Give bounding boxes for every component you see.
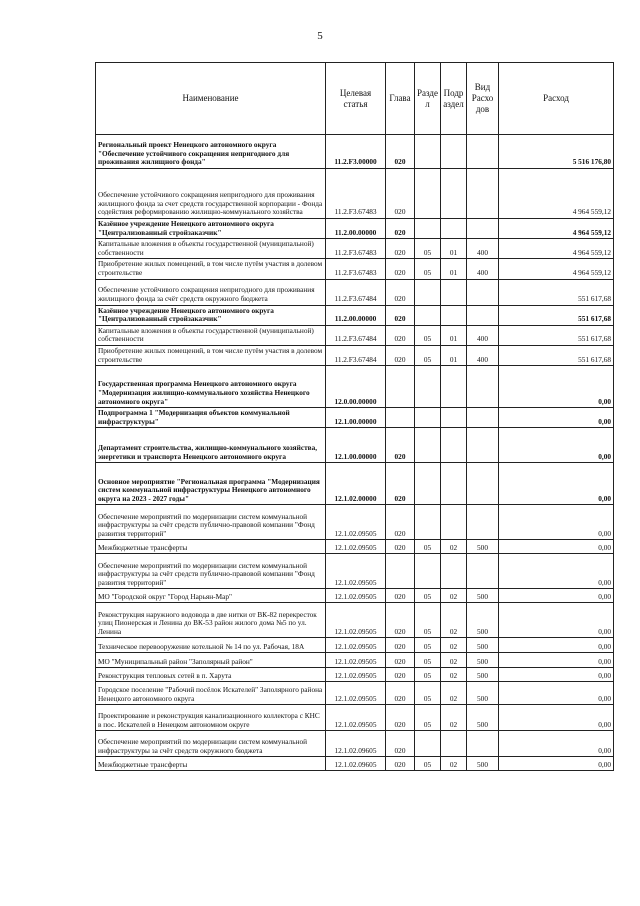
row-name: Капитальные вложения в объекты государственной (муниципальной) собственности [96,325,326,345]
row-section: 05 [415,757,441,771]
row-name: Государственная программа Ненецкого автономного округа "Модернизация жилищно-коммунального хозяйства Ненецкого автономного округа" [96,366,326,408]
row-amount: 0,00 [499,668,614,682]
row-target: 11.2.F3.67483 [326,259,386,279]
row-subsection: 02 [441,653,467,668]
table-row [96,408,614,428]
row-target: 12.1.00.00000 [326,428,386,463]
row-name: Приобретение жилых помещений, в том числе путём участия в долевом строительстве [96,259,326,279]
row-target: 11.2.F3.00000 [326,135,386,169]
row-type: 500 [467,757,499,771]
page-number: 5 [317,30,323,42]
row-chapter: 020 [386,505,415,540]
row-type [467,219,499,239]
row-target: 12.1.02.09605 [326,731,386,757]
row-section: 05 [415,345,441,365]
table-row [96,540,614,554]
row-subsection: 02 [441,668,467,682]
row-amount: 0,00 [499,540,614,554]
row-target: 12.0.00.00000 [326,366,386,408]
row-name: Обеспечение устойчивого сокращения непригодного для проживания жилищного фонда за счет средств государственной корпорации - Фонда содействия реформированию жилищно-коммунального хозяйства [96,169,326,219]
row-subsection [441,463,467,505]
header-type: Вид Расхо дов [467,63,499,135]
row-name: Казённое учреждение Ненецкого автономного округа "Централизованный стройзаказчик" [96,305,326,325]
row-subsection [441,554,467,589]
row-amount: 0,00 [499,682,614,705]
row-amount: 551 617,68 [499,305,614,325]
row-amount: 4 964 559,12 [499,169,614,219]
row-name: Межбюджетные трансферты [96,540,326,554]
row-type: 500 [467,540,499,554]
row-subsection [441,366,467,408]
row-amount: 0,00 [499,408,614,428]
row-target: 12.1.02.09505 [326,603,386,638]
row-subsection: 02 [441,682,467,705]
table-row [96,463,614,505]
row-amount: 0,00 [499,603,614,638]
table-row [96,325,614,345]
row-amount: 4 964 559,12 [499,259,614,279]
row-type: 500 [467,705,499,731]
row-section [415,554,441,589]
row-target: 11.2.F3.67483 [326,169,386,219]
row-name: Реконструкция тепловых сетей в п. Харута [96,668,326,682]
row-subsection [441,135,467,169]
row-amount: 551 617,68 [499,325,614,345]
row-type [467,408,499,428]
row-name: Обеспечение мероприятий по модернизации систем коммунальной инфраструктуры за счёт средств публично-правовой компании "Фонд развития территорий" [96,505,326,540]
header-target: Целевая статья [326,63,386,135]
table-row [96,279,614,305]
table-row [96,589,614,603]
row-section: 05 [415,259,441,279]
table-row [96,169,614,219]
table-row [96,603,614,638]
row-target: 12.1.02.09505 [326,668,386,682]
row-name: Департамент строительства, жилищно-коммунального хозяйства, энергетики и транспорта Ненецкого автономного округа [96,428,326,463]
row-section [415,305,441,325]
row-name: Приобретение жилых помещений, в том числе путём участия в долевом строительстве [96,345,326,365]
row-name: Реконструкция наружного водовода в две нитки от ВК-82 перекресток улиц Пионерская и Ленина до ВК-53 район жилого дома №5 по ул. Ленина [96,603,326,638]
row-type: 500 [467,682,499,705]
row-name: Подпрограмма 1 "Модернизация объектов коммунальной инфраструктуры" [96,408,326,428]
row-chapter: 020 [386,757,415,771]
row-subsection [441,169,467,219]
row-chapter: 020 [386,731,415,757]
row-name: Капитальные вложения в объекты государственной (муниципальной) собственности [96,239,326,259]
row-type: 400 [467,325,499,345]
row-subsection: 02 [441,705,467,731]
row-amount: 4 964 559,12 [499,219,614,239]
row-amount: 0,00 [499,757,614,771]
row-name: Межбюджетные трансферты [96,757,326,771]
row-target: 12.1.02.09605 [326,757,386,771]
row-subsection: 02 [441,603,467,638]
row-target: 12.1.02.09505 [326,653,386,668]
table-row [96,682,614,705]
table-row [96,366,614,408]
row-name: Обеспечение мероприятий по модернизации систем коммунальной инфраструктуры за счёт средств публично-правовой компании "Фонд развития территорий" [96,554,326,589]
row-chapter: 020 [386,305,415,325]
row-section: 05 [415,668,441,682]
row-target: 11.2.F3.67484 [326,345,386,365]
row-subsection [441,219,467,239]
row-amount: 551 617,68 [499,279,614,305]
row-chapter: 020 [386,279,415,305]
row-subsection [441,505,467,540]
row-amount: 0,00 [499,366,614,408]
row-type [467,428,499,463]
header-section: Разде л [415,63,441,135]
row-section [415,408,441,428]
row-chapter: 020 [386,668,415,682]
table-row [96,219,614,239]
row-name: Обеспечение мероприятий по модернизации систем коммунальной инфраструктуры за счёт средств окружного бюджета [96,731,326,757]
row-target: 11.2.F3.67483 [326,239,386,259]
row-target: 12.1.02.09505 [326,589,386,603]
row-type: 500 [467,668,499,682]
row-chapter: 020 [386,259,415,279]
row-chapter: 020 [386,603,415,638]
row-chapter: 020 [386,540,415,554]
row-subsection: 02 [441,540,467,554]
row-subsection: 02 [441,638,467,653]
table-row [96,731,614,757]
row-chapter: 020 [386,589,415,603]
row-section [415,219,441,239]
row-type: 500 [467,589,499,603]
row-amount: 0,00 [499,653,614,668]
row-type [467,731,499,757]
table-row [96,259,614,279]
row-type [467,279,499,305]
row-subsection [441,279,467,305]
row-target: 12.1.02.09505 [326,638,386,653]
table-row [96,653,614,668]
row-section: 05 [415,682,441,705]
row-type [467,463,499,505]
row-target: 11.2.F3.67484 [326,279,386,305]
row-name: Казённое учреждение Ненецкого автономного округа "Централизованный стройзаказчик" [96,219,326,239]
table-row [96,239,614,259]
row-type: 500 [467,638,499,653]
row-subsection: 01 [441,345,467,365]
row-chapter: 020 [386,169,415,219]
row-name: Обеспечение устойчивого сокращения непригодного для проживания жилищного фонда за счёт средств окружного бюджета [96,279,326,305]
row-target: 12.1.00.00000 [326,408,386,428]
row-target: 12.1.02.09505 [326,540,386,554]
row-amount: 0,00 [499,638,614,653]
row-section: 05 [415,705,441,731]
row-chapter: 020 [386,219,415,239]
table-row [96,668,614,682]
row-name: Техническое перевооружение котельной № 14 по ул. Рабочая, 18А [96,638,326,653]
row-name: МО "Муниципальный район "Заполярный район" [96,653,326,668]
row-section [415,731,441,757]
row-chapter: 020 [386,638,415,653]
row-amount: 0,00 [499,463,614,505]
row-type [467,366,499,408]
row-target: 12.1.02.00000 [326,463,386,505]
row-type: 500 [467,653,499,668]
row-section [415,505,441,540]
row-amount: 4 964 559,12 [499,239,614,259]
row-subsection: 01 [441,239,467,259]
row-subsection [441,428,467,463]
row-section [415,135,441,169]
row-type: 500 [467,603,499,638]
row-name: Городское поселение "Рабочий посёлок Искателей" Заполярного района Ненецкого автономного округа [96,682,326,705]
row-chapter: 020 [386,428,415,463]
row-target: 12.1.02.09505 [326,705,386,731]
table-row [96,345,614,365]
row-name: Региональный проект Ненецкого автономного округа "Обеспечение устойчивого сокращения непригодного для проживания жилищного фонда" [96,135,326,169]
row-section: 05 [415,239,441,259]
row-section: 05 [415,325,441,345]
row-chapter: 020 [386,705,415,731]
row-type [467,305,499,325]
row-target: 11.2.F3.67484 [326,325,386,345]
table-row [96,705,614,731]
row-section [415,428,441,463]
header-subsection: Подр аздел [441,63,467,135]
row-subsection: 02 [441,757,467,771]
table-row [96,554,614,589]
row-name: МО "Городской округ "Город Нарьян-Мар" [96,589,326,603]
row-section: 05 [415,540,441,554]
row-type [467,135,499,169]
row-target: 12.1.02.09505 [326,554,386,589]
row-section [415,463,441,505]
row-amount: 0,00 [499,705,614,731]
row-amount: 0,00 [499,428,614,463]
row-section [415,366,441,408]
row-amount: 551 617,68 [499,345,614,365]
row-type [467,505,499,540]
table-row [96,428,614,463]
row-section: 05 [415,638,441,653]
row-section [415,169,441,219]
row-amount: 0,00 [499,554,614,589]
row-chapter: 020 [386,682,415,705]
row-section: 05 [415,653,441,668]
row-name: Основное мероприятие "Региональная программа "Модернизация систем коммунальной инфраструктуры Ненецкого автономного округа на 2023 - 2027 годы" [96,463,326,505]
header-amount: Расход [499,63,614,135]
row-chapter: 020 [386,463,415,505]
row-subsection [441,408,467,428]
row-chapter [386,366,415,408]
row-amount: 0,00 [499,589,614,603]
row-chapter: 020 [386,345,415,365]
row-chapter: 020 [386,325,415,345]
table-row [96,135,614,169]
row-target: 11.2.00.00000 [326,305,386,325]
row-chapter: 020 [386,239,415,259]
row-section: 05 [415,603,441,638]
row-amount: 5 516 176,80 [499,135,614,169]
table-row [96,505,614,540]
row-section: 05 [415,589,441,603]
row-subsection: 01 [441,259,467,279]
budget-table [95,62,614,771]
row-name: Проектирование и реконструкция канализационного коллектора с КНС в пос. Искателей в Ненецком автономном округе [96,705,326,731]
row-type [467,169,499,219]
row-amount: 0,00 [499,731,614,757]
row-amount: 0,00 [499,505,614,540]
row-subsection [441,731,467,757]
row-target: 11.2.00.00000 [326,219,386,239]
row-chapter [386,408,415,428]
row-subsection [441,305,467,325]
row-type: 400 [467,239,499,259]
table-header-row [96,63,614,135]
header-chapter: Глава [386,63,415,135]
row-type [467,554,499,589]
row-section [415,279,441,305]
row-subsection: 02 [441,589,467,603]
table-row [96,757,614,771]
row-type: 400 [467,345,499,365]
row-target: 12.1.02.09505 [326,505,386,540]
header-name: Наименование [96,63,326,135]
row-type: 400 [467,259,499,279]
table-body [96,135,614,771]
row-chapter [386,554,415,589]
row-chapter: 020 [386,135,415,169]
row-chapter: 020 [386,653,415,668]
row-target: 12.1.02.09505 [326,682,386,705]
row-subsection: 01 [441,325,467,345]
table-row [96,638,614,653]
table-row [96,305,614,325]
